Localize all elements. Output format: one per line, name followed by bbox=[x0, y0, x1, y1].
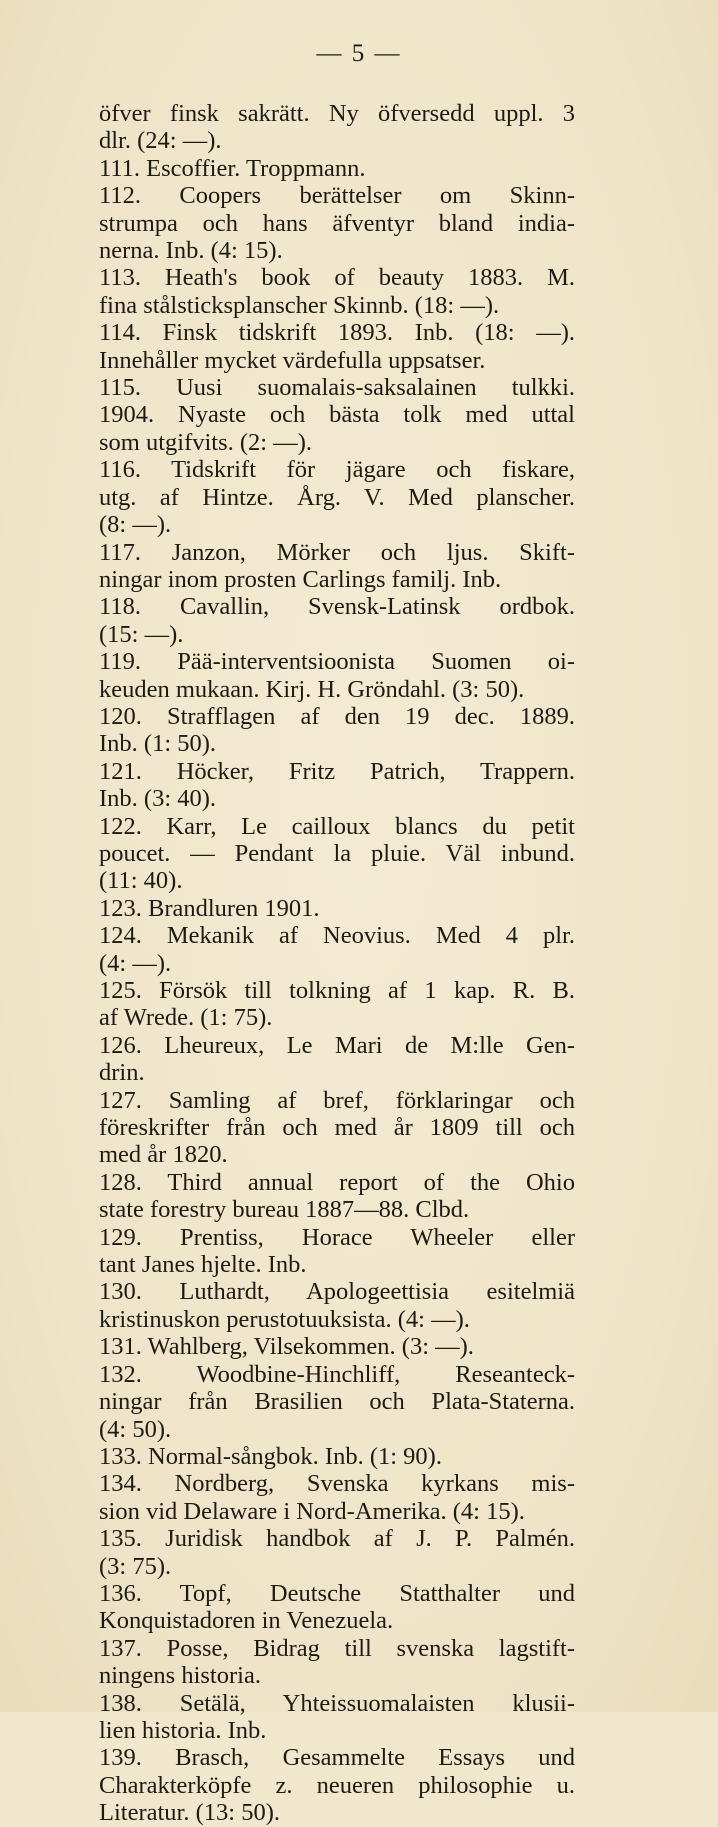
entry-line: (3: 75). bbox=[99, 1552, 172, 1580]
entry-line: lien historia. Inb. bbox=[99, 1716, 267, 1744]
entry-line: Innehåller mycket värdefulla uppsatser. bbox=[99, 346, 486, 374]
catalogue-entry bbox=[99, 1580, 575, 1635]
catalogue-entry bbox=[99, 539, 575, 594]
entry-line: dlr. (24: —). bbox=[99, 127, 222, 155]
entry-line: 139. Brasch, Gesammelte Essays und bbox=[99, 1744, 575, 1772]
catalogue-entry bbox=[99, 1443, 575, 1470]
catalogue-entry bbox=[99, 703, 575, 758]
catalogue-entry bbox=[99, 1361, 575, 1443]
entry-line: 125. Försök till tolkning af 1 kap. R. B. bbox=[99, 977, 575, 1004]
catalogue-entry bbox=[99, 1032, 575, 1087]
entry-line: ningar inom prosten Carlings familj. Inb. bbox=[99, 565, 502, 593]
entry-line: 112. Coopers berättelser om Skinn- bbox=[99, 182, 575, 210]
catalogue-entry bbox=[99, 1169, 575, 1224]
entry-line: tant Janes hjelte. Inb. bbox=[99, 1251, 307, 1279]
entry-line: 116. Tidskrift för jägare och fiskare, bbox=[99, 456, 575, 484]
catalogue-column bbox=[99, 100, 575, 1827]
entry-line: (11: 40). bbox=[99, 867, 183, 895]
entry-line: (4: 50). bbox=[99, 1415, 172, 1443]
catalogue-entry bbox=[99, 1278, 575, 1333]
catalogue-entry bbox=[99, 155, 575, 182]
catalogue-entry bbox=[99, 1333, 575, 1360]
entry-line: kristinuskon perustotuuksista. (4: —). bbox=[99, 1305, 470, 1333]
entry-line: 132. Woodbine-Hinchliff, Reseanteck- bbox=[99, 1360, 575, 1388]
entry-line: drin. bbox=[99, 1059, 145, 1087]
catalogue-entry bbox=[99, 374, 575, 456]
catalogue-entry bbox=[99, 182, 575, 264]
entry-line: 134. Nordberg, Svenska kyrkans mis- bbox=[99, 1470, 575, 1498]
entry-line: öfver finsk sakrätt. Ny öfversedd uppl. 3 bbox=[99, 100, 575, 127]
entry-line: 123. Brandluren 1901. bbox=[99, 894, 320, 922]
catalogue-entry bbox=[99, 1470, 575, 1525]
entry-line: nerna. Inb. (4: 15). bbox=[99, 237, 283, 265]
entry-line: ningar från Brasilien och Plata-Staterna. bbox=[99, 1388, 575, 1416]
entry-line: (4: —). bbox=[99, 949, 172, 977]
entry-line: som utgifvits. (2: —). bbox=[99, 428, 313, 456]
entry-line: 126. Lheureux, Le Mari de M:lle Gen- bbox=[99, 1031, 575, 1059]
entry-line: 124. Mekanik af Neovius. Med 4 plr. bbox=[99, 922, 575, 950]
catalogue-entry bbox=[99, 1525, 575, 1580]
entry-line: 118. Cavallin, Svensk-Latinsk ordbok. bbox=[99, 593, 575, 621]
catalogue-entry bbox=[99, 319, 575, 374]
catalogue-entry bbox=[99, 1087, 575, 1169]
entry-line: 1904. Nyaste och bästa tolk med uttal bbox=[99, 401, 575, 429]
catalogue-entry bbox=[99, 922, 575, 977]
entry-line: (15: —). bbox=[99, 620, 184, 648]
entry-line: 111. Escoffier. Troppmann. bbox=[99, 154, 366, 182]
entry-line: 113. Heath's book of beauty 1883. M. bbox=[99, 264, 575, 292]
entry-line: 121. Höcker, Fritz Patrich, Trappern. bbox=[99, 757, 575, 785]
entry-line: föreskrifter från och med år 1809 till och bbox=[99, 1114, 575, 1142]
entry-line: 115. Uusi suomalais-saksalainen tulkki. bbox=[99, 374, 575, 402]
entry-line: 128. Third annual report of the Ohio bbox=[99, 1168, 575, 1196]
entry-line: 135. Juridisk handbok af J. P. Palmén. bbox=[99, 1525, 575, 1553]
catalogue-entry bbox=[99, 1690, 575, 1745]
catalogue-entry bbox=[99, 1224, 575, 1279]
entry-line: 120. Strafflagen af den 19 dec. 1889. bbox=[99, 702, 575, 730]
catalogue-entry bbox=[99, 813, 575, 895]
entry-line: 131. Wahlberg, Vilsekommen. (3: —). bbox=[99, 1333, 474, 1361]
entry-line: 122. Karr, Le cailloux blancs du petit bbox=[99, 812, 575, 840]
entry-line: Charakterköpfe z. neueren philosophie u. bbox=[99, 1771, 575, 1799]
catalogue-entry bbox=[99, 1635, 575, 1690]
entry-line: Literatur. (13: 50). bbox=[99, 1799, 280, 1827]
catalogue-entry bbox=[99, 456, 575, 538]
entry-line: Inb. (1: 50). bbox=[99, 730, 217, 758]
entry-line: 137. Posse, Bidrag till svenska lagstift- bbox=[99, 1634, 575, 1662]
catalogue-entry bbox=[99, 264, 575, 319]
catalogue-entry bbox=[99, 895, 575, 922]
entry-line: af Wrede. (1: 75). bbox=[99, 1004, 273, 1032]
entry-line: 133. Normal-sångbok. Inb. (1: 90). bbox=[99, 1442, 442, 1470]
entry-line: strumpa och hans äfventyr bland india- bbox=[99, 209, 575, 237]
entry-line: 119. Pää-interventsioonista Suomen oi- bbox=[99, 648, 575, 676]
entry-line: fina stålsticksplanscher Skinnb. (18: —). bbox=[99, 291, 500, 319]
entry-line: utg. af Hintze. Årg. V. Med planscher. bbox=[99, 483, 575, 511]
entry-line: sion vid Delaware i Nord-Amerika. (4: 15). bbox=[99, 1497, 525, 1525]
entry-line: 138. Setälä, Yhteissuomalaisten klusii- bbox=[99, 1689, 575, 1717]
entry-line: 136. Topf, Deutsche Statthalter und bbox=[99, 1579, 575, 1607]
entry-line: Inb. (3: 40). bbox=[99, 785, 217, 813]
catalogue-entry bbox=[99, 758, 575, 813]
entry-line: 130. Luthardt, Apologeettisia esitelmiä bbox=[99, 1278, 575, 1306]
entry-line: keuden mukaan. Kirj. H. Gröndahl. (3: 50). bbox=[99, 675, 525, 703]
entry-line: poucet. — Pendant la pluie. Väl inbund. bbox=[99, 839, 575, 867]
entry-line: med år 1820. bbox=[99, 1141, 228, 1169]
entry-line: (8: —). bbox=[99, 511, 172, 539]
entry-line: Konquistadoren in Venezuela. bbox=[99, 1607, 394, 1635]
catalogue-entry bbox=[99, 977, 575, 1032]
entry-line: 114. Finsk tidskrift 1893. Inb. (18: —). bbox=[99, 319, 575, 347]
catalogue-entry bbox=[99, 1744, 575, 1826]
entry-line: ningens historia. bbox=[99, 1662, 261, 1690]
catalogue-entry bbox=[99, 648, 575, 703]
page-number: — 5 — bbox=[316, 40, 402, 67]
entry-line: 117. Janzon, Mörker och ljus. Skift- bbox=[99, 538, 575, 566]
catalogue-entry bbox=[99, 100, 575, 155]
entry-line: state forestry bureau 1887—88. Clbd. bbox=[99, 1196, 470, 1224]
entry-line: 129. Prentiss, Horace Wheeler eller bbox=[99, 1223, 575, 1251]
catalogue-entry bbox=[99, 593, 575, 648]
entry-line: 127. Samling af bref, förklaringar och bbox=[99, 1086, 575, 1114]
